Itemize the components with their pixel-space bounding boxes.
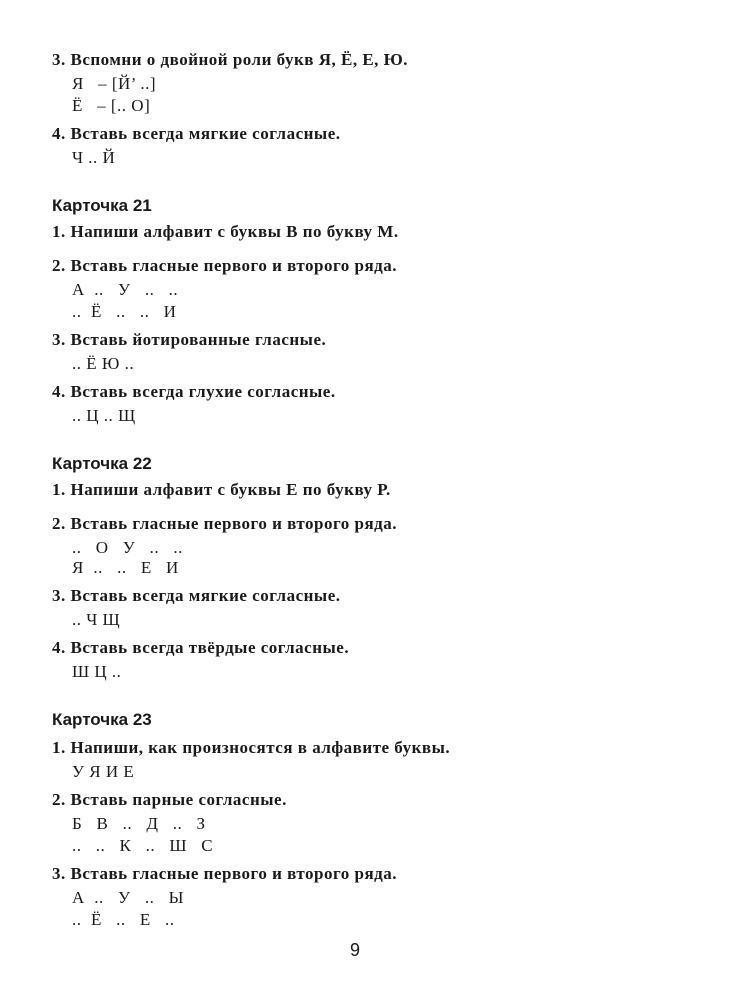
- answer-line: Б В .. Д .. З: [72, 814, 206, 833]
- answer-line: А .. У .. ..: [72, 280, 179, 299]
- task-line: 2. Вставь гласные первого и второго ряда.: [52, 514, 398, 533]
- task-line: 1. Напиши алфавит с буквы Е по букву Р.: [52, 480, 391, 499]
- task-line: 3. Вспомни о двойной роли букв Я, Ё, Е, Ю.: [52, 50, 409, 69]
- task-line: 1. Напиши алфавит с буквы В по букву М.: [52, 222, 399, 241]
- answer-line: Ч .. Й: [72, 148, 116, 167]
- answer-line: .. Ё Ю ..: [72, 354, 135, 373]
- task-line: 3. Вставь всегда мягкие согласные.: [52, 586, 341, 605]
- answer-line: Ё – [.. О]: [72, 96, 151, 115]
- answer-line: У Я И Е: [72, 762, 135, 781]
- card-title: Карточка 21: [52, 196, 152, 215]
- answer-line: Ш Ц ..: [72, 662, 122, 681]
- task-line: 4. Вставь всегда глухие согласные.: [52, 382, 336, 401]
- answer-line: Я .. .. Е И: [72, 558, 179, 577]
- answer-line: .. Ч Щ: [72, 610, 121, 629]
- answer-line: .. О У .. ..: [72, 538, 183, 557]
- task-line: 2. Вставь гласные первого и второго ряда.: [52, 256, 398, 275]
- task-line: 1. Напиши, как произносятся в алфавите буквы.: [52, 738, 451, 757]
- task-line: 4. Вставь всегда твёрдые согласные.: [52, 638, 350, 657]
- task-line: 3. Вставь йотированные гласные.: [52, 330, 327, 349]
- task-line: 3. Вставь гласные первого и второго ряда.: [52, 864, 398, 883]
- card-title: Карточка 22: [52, 454, 152, 473]
- card-title: Карточка 23: [52, 710, 152, 729]
- answer-line: .. .. К .. Ш С: [72, 836, 214, 855]
- answer-line: .. Ё .. .. И: [72, 302, 177, 321]
- task-line: 4. Вставь всегда мягкие согласные.: [52, 124, 341, 143]
- answer-line: .. Ц .. Щ: [72, 406, 136, 425]
- page-number: 9: [350, 940, 361, 960]
- answer-line: .. Ё .. Е ..: [72, 910, 175, 929]
- task-line: 2. Вставь парные согласные.: [52, 790, 287, 809]
- answer-line: А .. У .. Ы: [72, 888, 184, 907]
- answer-line: Я – [Й’ ..]: [72, 74, 157, 93]
